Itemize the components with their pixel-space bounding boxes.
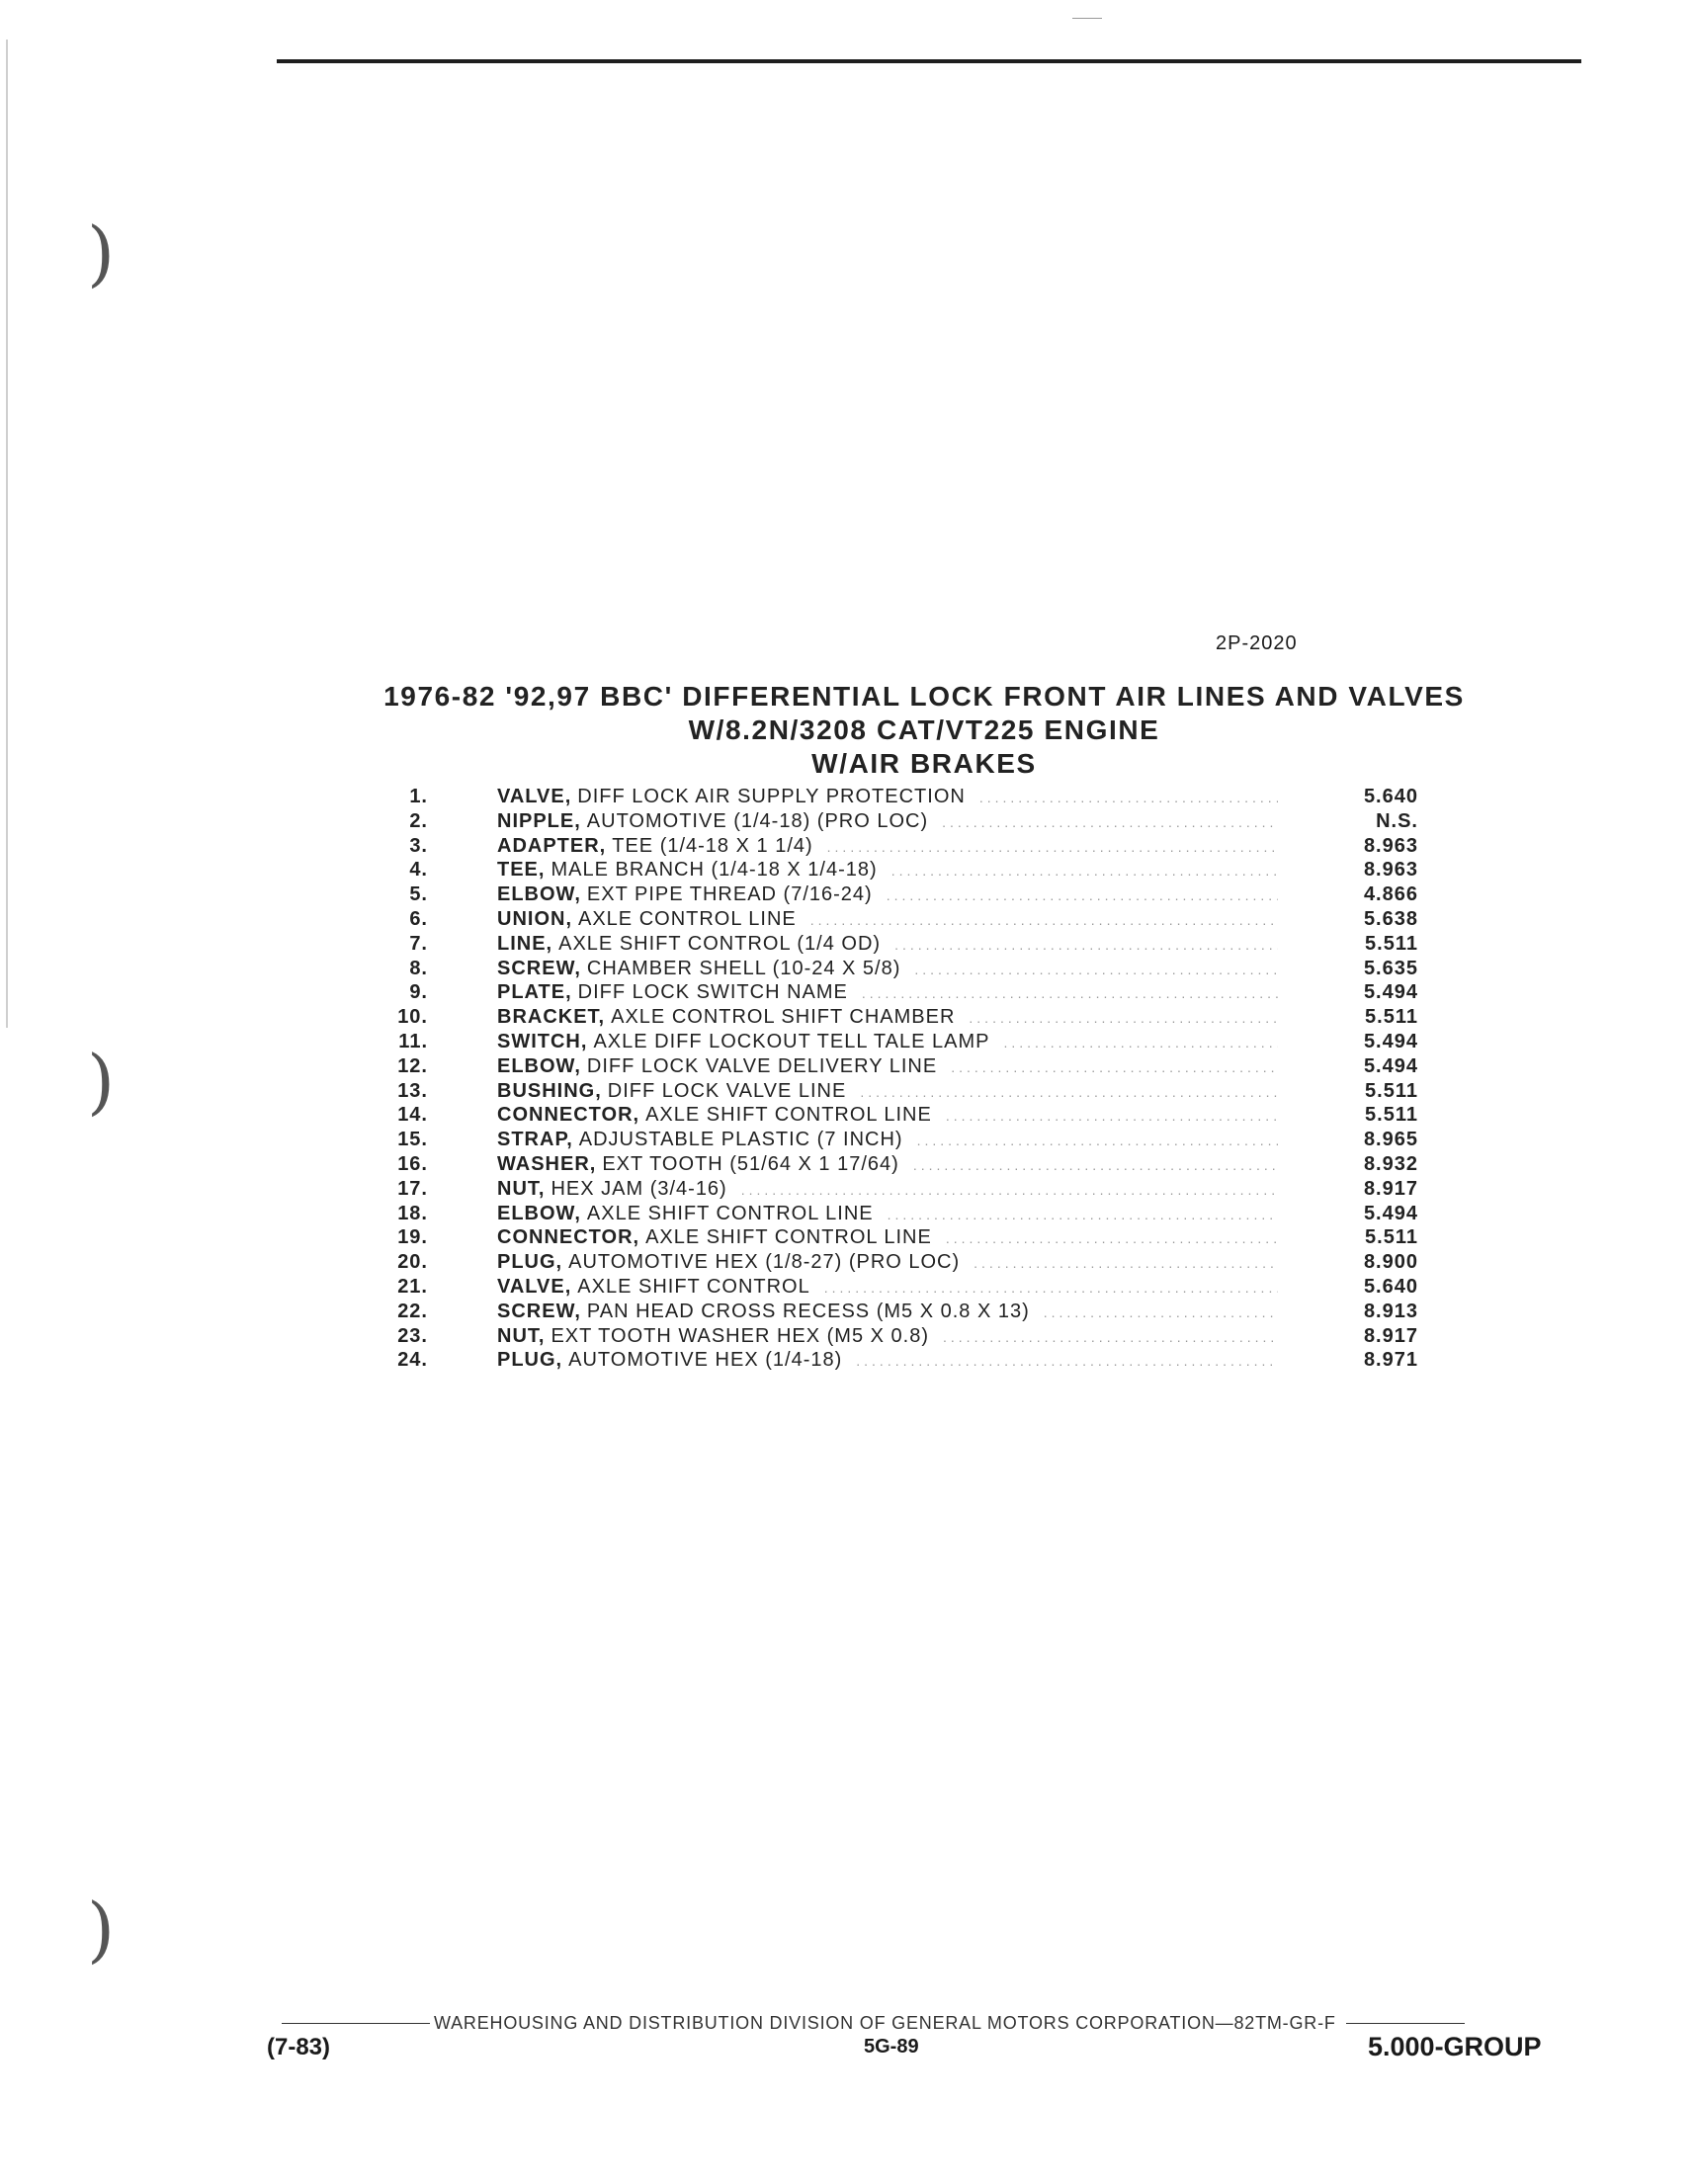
part-name: WASHER, xyxy=(497,1152,597,1175)
title-line: W/8.2N/3208 CAT/VT225 ENGINE xyxy=(688,714,1160,745)
footer-rule xyxy=(1346,2023,1465,2024)
part-name: SCREW, xyxy=(497,957,581,979)
part-detail: DIFF LOCK SWITCH NAME xyxy=(577,981,848,1004)
part-row xyxy=(381,1203,1438,1227)
part-detail: DIFF LOCK AIR SUPPLY PROTECTION xyxy=(577,786,966,807)
part-number: 16. xyxy=(397,1152,428,1175)
part-detail: EXT PIPE THREAD (7/16-24) xyxy=(586,883,873,906)
dot-leader xyxy=(974,1255,1278,1271)
part-detail: AXLE DIFF LOCKOUT TELL TALE LAMP xyxy=(593,1030,990,1052)
part-number: 2. xyxy=(409,809,428,832)
part-detail: AXLE SHIFT CONTROL LINE xyxy=(645,1226,932,1249)
part-reference: 8.900 xyxy=(1363,1251,1418,1274)
part-name: TEE, xyxy=(497,859,546,882)
part-number: 21. xyxy=(397,1275,428,1298)
part-row xyxy=(381,1006,1438,1031)
footer-corporation: WAREHOUSING AND DISTRIBUTION DIVISION OF GENERAL MOTORS CORPORATION—82TM-GR-F xyxy=(434,2013,1336,2033)
part-reference: 8.917 xyxy=(1363,1177,1418,1200)
part-description xyxy=(497,958,1278,980)
part-description xyxy=(497,1031,1278,1053)
part-row xyxy=(381,981,1438,1006)
dot-leader xyxy=(860,1084,1278,1100)
binder-hole-mark: ) xyxy=(87,211,116,294)
group-number: 5.000-GROUP xyxy=(1368,2032,1542,2061)
part-description xyxy=(497,1104,1278,1127)
part-name: SWITCH, xyxy=(497,1030,588,1052)
part-number: 19. xyxy=(397,1226,428,1249)
part-number: 24. xyxy=(397,1349,428,1372)
part-number: 4. xyxy=(409,859,428,882)
part-description xyxy=(497,786,1278,808)
dot-leader xyxy=(1003,1035,1278,1050)
part-description xyxy=(497,1325,1278,1348)
part-detail: AUTOMOTIVE HEX (1/4-18) xyxy=(568,1349,843,1372)
part-detail: AXLE SHIFT CONTROL xyxy=(577,1275,810,1298)
part-number: 11. xyxy=(398,1030,428,1052)
dot-leader xyxy=(913,1157,1278,1173)
part-detail: AUTOMOTIVE HEX (1/8-27) (PRO LOC) xyxy=(568,1251,961,1274)
part-row xyxy=(381,908,1438,933)
part-description xyxy=(497,933,1278,956)
part-name: VALVE, xyxy=(497,786,572,807)
part-row xyxy=(381,1226,1438,1251)
dot-leader xyxy=(741,1182,1278,1198)
part-description xyxy=(497,1349,1278,1372)
part-number: 18. xyxy=(397,1202,428,1224)
part-row xyxy=(381,883,1438,908)
part-row xyxy=(381,859,1438,883)
part-name: NIPPLE, xyxy=(497,809,581,832)
part-row xyxy=(381,1325,1438,1350)
part-detail: AXLE SHIFT CONTROL LINE xyxy=(586,1202,874,1224)
part-reference: 8.963 xyxy=(1363,834,1418,857)
page-edge xyxy=(6,40,8,1028)
part-detail: MALE BRANCH (1/4-18 X 1/4-18) xyxy=(551,859,878,882)
part-description xyxy=(497,1301,1278,1323)
part-reference: 5.638 xyxy=(1363,907,1418,930)
part-name: LINE, xyxy=(497,932,553,955)
part-number: 8. xyxy=(409,957,428,979)
part-description xyxy=(497,835,1278,858)
part-reference: 5.635 xyxy=(1363,957,1418,979)
part-row xyxy=(381,1349,1438,1374)
dot-leader xyxy=(917,1133,1278,1148)
part-description xyxy=(497,1153,1278,1176)
dot-leader xyxy=(856,1353,1278,1369)
part-row xyxy=(381,1301,1438,1325)
part-number: 15. xyxy=(397,1129,428,1151)
dot-leader xyxy=(894,937,1278,953)
part-description xyxy=(497,1006,1278,1029)
part-description xyxy=(497,1276,1278,1299)
part-reference: 5.494 xyxy=(1363,1202,1418,1224)
part-name: PLUG, xyxy=(497,1251,563,1274)
part-reference: 5.511 xyxy=(1365,1104,1418,1127)
part-detail: EXT TOOTH WASHER HEX (M5 X 0.8) xyxy=(551,1324,930,1347)
part-number: 17. xyxy=(397,1177,428,1200)
dot-leader xyxy=(946,1230,1278,1246)
part-number: 9. xyxy=(409,981,428,1004)
part-reference: 5.511 xyxy=(1365,932,1418,955)
document-title xyxy=(336,680,1512,781)
part-name: CONNECTOR, xyxy=(497,1226,640,1249)
dot-leader xyxy=(942,814,1278,830)
part-detail: AXLE CONTROL SHIFT CHAMBER xyxy=(611,1006,956,1029)
part-reference: 5.511 xyxy=(1365,1079,1418,1102)
part-detail: HEX JAM (3/4-16) xyxy=(551,1177,727,1200)
dot-leader xyxy=(810,912,1278,928)
part-reference: 4.866 xyxy=(1363,883,1418,906)
part-number: 14. xyxy=(397,1104,428,1127)
dot-leader xyxy=(862,985,1278,1001)
dot-leader xyxy=(943,1329,1278,1345)
part-reference: 5.494 xyxy=(1363,981,1418,1004)
part-reference: 8.913 xyxy=(1363,1300,1418,1322)
title-line: 1976-82 '92,97 BBC' DIFFERENTIAL LOCK FRONT AIR LINES AND VALVES xyxy=(383,681,1465,712)
part-name: BUSHING, xyxy=(497,1079,602,1102)
title-line: W/AIR BRAKES xyxy=(811,748,1037,779)
part-reference: 8.932 xyxy=(1363,1152,1418,1175)
part-row xyxy=(381,933,1438,958)
part-reference: 5.640 xyxy=(1363,1275,1418,1298)
dot-leader xyxy=(946,1108,1278,1124)
part-name: NUT, xyxy=(497,1324,546,1347)
scan-mark xyxy=(1072,18,1102,19)
part-name: CONNECTOR, xyxy=(497,1104,640,1127)
part-name: ELBOW, xyxy=(497,883,581,906)
part-name: ELBOW, xyxy=(497,1054,581,1077)
part-description xyxy=(497,1178,1278,1201)
part-name: PLATE, xyxy=(497,981,572,1004)
part-name: BRACKET, xyxy=(497,1006,606,1029)
header-rule xyxy=(277,59,1581,63)
part-number: 6. xyxy=(409,907,428,930)
part-detail: AXLE SHIFT CONTROL (1/4 OD) xyxy=(558,932,882,955)
part-reference: 5.511 xyxy=(1365,1226,1418,1249)
part-row xyxy=(381,810,1438,835)
part-row xyxy=(381,1251,1438,1276)
parts-list xyxy=(381,786,1438,1374)
dot-leader xyxy=(979,790,1278,805)
part-reference: 5.494 xyxy=(1363,1030,1418,1052)
part-row xyxy=(381,1153,1438,1178)
part-number: 7. xyxy=(409,932,428,955)
part-name: STRAP, xyxy=(497,1129,573,1151)
part-description xyxy=(497,883,1278,906)
dot-leader xyxy=(969,1010,1278,1026)
part-row xyxy=(381,786,1438,810)
part-description xyxy=(497,981,1278,1004)
dot-leader xyxy=(887,887,1278,903)
part-detail: DIFF LOCK VALVE LINE xyxy=(607,1079,847,1102)
footer-rule xyxy=(282,2023,430,2024)
dot-leader xyxy=(888,1207,1278,1222)
part-detail: AXLE CONTROL LINE xyxy=(578,907,797,930)
part-name: SCREW, xyxy=(497,1300,581,1322)
part-reference: 8.917 xyxy=(1363,1324,1418,1347)
part-reference: 8.963 xyxy=(1363,859,1418,882)
part-detail: CHAMBER SHELL (10-24 X 5/8) xyxy=(586,957,901,979)
binder-hole-mark: ) xyxy=(87,1888,116,1971)
part-reference: 8.971 xyxy=(1363,1349,1418,1372)
part-name: ELBOW, xyxy=(497,1202,581,1224)
part-reference: 5.640 xyxy=(1363,786,1418,807)
part-number: 23. xyxy=(397,1324,428,1347)
part-reference: 5.494 xyxy=(1363,1054,1418,1077)
part-detail: PAN HEAD CROSS RECESS (M5 X 0.8 X 13) xyxy=(586,1300,1030,1322)
part-number: 12. xyxy=(397,1054,428,1077)
part-detail: AUTOMOTIVE (1/4-18) (PRO LOC) xyxy=(586,809,929,832)
part-number: 20. xyxy=(397,1251,428,1274)
part-number: 10. xyxy=(397,1006,428,1029)
part-name: VALVE, xyxy=(497,1275,572,1298)
part-row xyxy=(381,1080,1438,1105)
part-detail: TEE (1/4-18 X 1 1/4) xyxy=(612,834,813,857)
dot-leader xyxy=(914,962,1278,977)
binder-hole-mark: ) xyxy=(87,1040,116,1123)
dot-leader xyxy=(827,839,1278,855)
part-row xyxy=(381,958,1438,982)
part-reference: 8.965 xyxy=(1363,1129,1418,1151)
part-description xyxy=(497,1203,1278,1225)
part-row xyxy=(381,1276,1438,1301)
part-description xyxy=(497,1055,1278,1078)
part-row xyxy=(381,1129,1438,1153)
dot-leader xyxy=(951,1059,1278,1075)
part-number: 22. xyxy=(397,1300,428,1322)
part-detail: ADJUSTABLE PLASTIC (7 INCH) xyxy=(578,1129,903,1151)
revision-date: (7-83) xyxy=(267,2034,331,2060)
part-detail: EXT TOOTH (51/64 X 1 17/64) xyxy=(602,1152,899,1175)
part-description xyxy=(497,1080,1278,1103)
part-number: 1. xyxy=(409,786,428,807)
part-reference: N.S. xyxy=(1376,809,1418,832)
part-description xyxy=(497,1251,1278,1274)
page-number: 5G-89 xyxy=(864,2036,919,2058)
document-code: 2P-2020 xyxy=(1216,632,1298,654)
part-name: ADAPTER, xyxy=(497,834,607,857)
part-description xyxy=(497,859,1278,882)
part-number: 3. xyxy=(409,834,428,857)
part-row xyxy=(381,835,1438,860)
part-name: UNION, xyxy=(497,907,572,930)
part-row xyxy=(381,1031,1438,1055)
part-description xyxy=(497,1226,1278,1249)
dot-leader xyxy=(891,863,1278,879)
part-detail: AXLE SHIFT CONTROL LINE xyxy=(645,1104,932,1127)
part-number: 5. xyxy=(409,883,428,906)
footer-corporation-line xyxy=(282,2013,1552,2034)
part-name: PLUG, xyxy=(497,1349,563,1372)
part-name: NUT, xyxy=(497,1177,546,1200)
part-number: 13. xyxy=(397,1079,428,1102)
part-description xyxy=(497,908,1278,931)
part-detail: DIFF LOCK VALVE DELIVERY LINE xyxy=(586,1054,938,1077)
part-row xyxy=(381,1178,1438,1203)
part-row xyxy=(381,1055,1438,1080)
dot-leader xyxy=(824,1280,1278,1296)
part-reference: 5.511 xyxy=(1365,1006,1418,1029)
part-description xyxy=(497,810,1278,833)
part-row xyxy=(381,1104,1438,1129)
part-description xyxy=(497,1129,1278,1151)
dot-leader xyxy=(1044,1304,1278,1320)
